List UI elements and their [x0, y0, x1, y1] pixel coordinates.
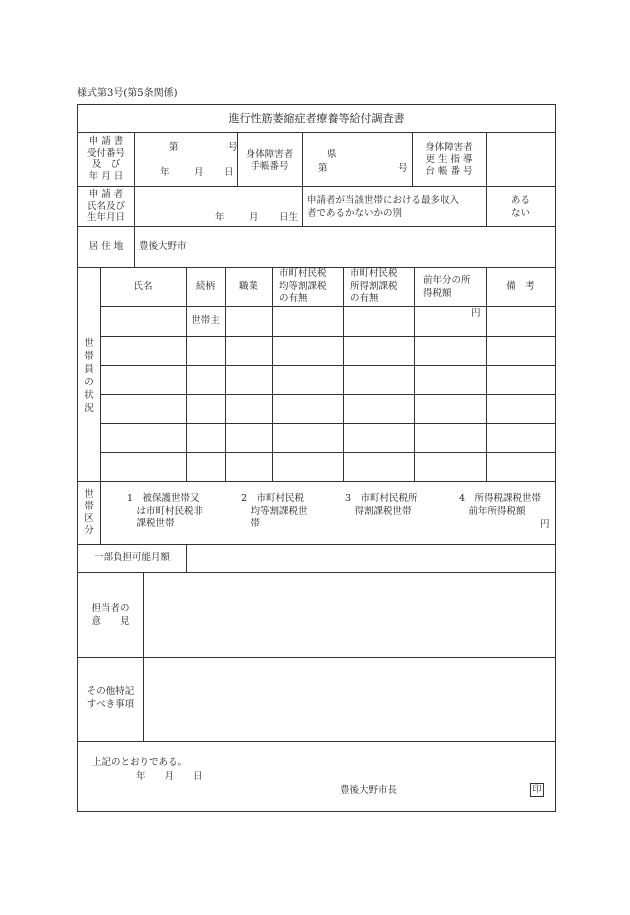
monthly-burden-label: 一部負担可能月額: [93, 552, 170, 563]
statement: 上記のとおりである。: [92, 757, 188, 768]
address-value: 豊後大野市: [139, 241, 187, 252]
receipt-day: 日: [224, 167, 234, 178]
guidance-register-label: 身体障害者 更 生 指 導 台 帳 番 号: [425, 142, 473, 177]
guidance-register-input[interactable]: [487, 134, 555, 186]
household-category-label: 世 帯 区 分: [84, 489, 94, 536]
survey-form-table: [77, 104, 556, 812]
col-line: [186, 267, 187, 481]
max-income-question: 申請者が当該世帯における最多収入 者であるかないかの別: [307, 195, 460, 219]
col-line: [100, 267, 101, 481]
receipt-year: 年: [160, 167, 170, 178]
col-line: [134, 226, 135, 267]
handbook-dai: 第: [318, 163, 328, 174]
max-income-answer[interactable]: ある ない: [510, 195, 530, 219]
header-relation: 続柄: [195, 281, 215, 292]
category-3[interactable]: 3 市町村民税所 得割課税世帯: [345, 493, 418, 517]
monthly-burden-input[interactable]: [187, 545, 555, 572]
applicant-label: 申 請 者 氏名及び 生年月日: [86, 189, 125, 223]
col-line: [414, 267, 415, 481]
col-line: [343, 267, 344, 481]
handbook-prefecture: 県: [327, 149, 337, 160]
birth-day: 日生: [279, 212, 299, 223]
col-line: [225, 267, 226, 481]
header-income-tax-municipal: 市町村民税 所得割課税 の有無: [350, 268, 398, 304]
yen-unit: 円: [471, 308, 481, 319]
other-remarks-label: その他特記 すべき事項: [86, 686, 135, 710]
category-2[interactable]: 2 市町村民税 均等割課税世 帯: [241, 493, 308, 529]
form-number-label: 様式第3号(第5条関係): [77, 88, 178, 99]
col-line: [302, 133, 303, 186]
birth-month: 月: [249, 212, 259, 223]
header-remarks: 備 考: [506, 281, 535, 292]
category-yen-unit: 円: [540, 519, 550, 530]
header-name: 氏名: [133, 281, 153, 292]
mayor-title: 豊後大野市長: [340, 785, 398, 796]
receipt-go: 号: [228, 142, 238, 153]
footer-date: 年 月 日: [136, 771, 203, 782]
category-4[interactable]: 4 所得税課税世帯 前年所得税額: [459, 493, 542, 517]
row-line: [78, 226, 555, 227]
col-line: [486, 267, 487, 481]
head-of-household: 世帯主: [191, 315, 220, 326]
staff-opinion-input[interactable]: [144, 573, 555, 657]
household-members-label: 世 帯 員 の 状 況: [84, 338, 94, 414]
other-remarks-input[interactable]: [144, 658, 555, 741]
header-occupation: 職業: [238, 281, 258, 292]
row-line: [78, 481, 555, 482]
form-title: 進行性筋萎縮症者療養等給付調査書: [78, 105, 555, 133]
birth-year: 年: [215, 212, 225, 223]
row-line: [78, 741, 555, 742]
category-1[interactable]: 1 被保護世帯又 は市町村民税非 課税世帯: [127, 493, 204, 529]
handbook-number-label: 身体障害者 手帳番号: [245, 149, 294, 172]
seal-mark: 印: [530, 783, 544, 797]
header-per-capita-tax: 市町村民税 均等割課税 の有無: [279, 268, 327, 304]
col-line: [302, 186, 303, 226]
col-line: [100, 481, 101, 544]
address-label: 居 住 地: [88, 241, 124, 252]
handbook-go: 号: [398, 163, 408, 174]
header-prev-income-tax: 前年分の所 得税額: [423, 275, 471, 299]
receipt-label: 申 請 書 受付番号 及 び 年 月 日: [86, 136, 125, 182]
staff-opinion-label: 担当者の 意 見: [91, 603, 130, 627]
receipt-month: 月: [194, 167, 204, 178]
receipt-dai: 第: [169, 142, 179, 153]
col-line: [272, 267, 273, 481]
